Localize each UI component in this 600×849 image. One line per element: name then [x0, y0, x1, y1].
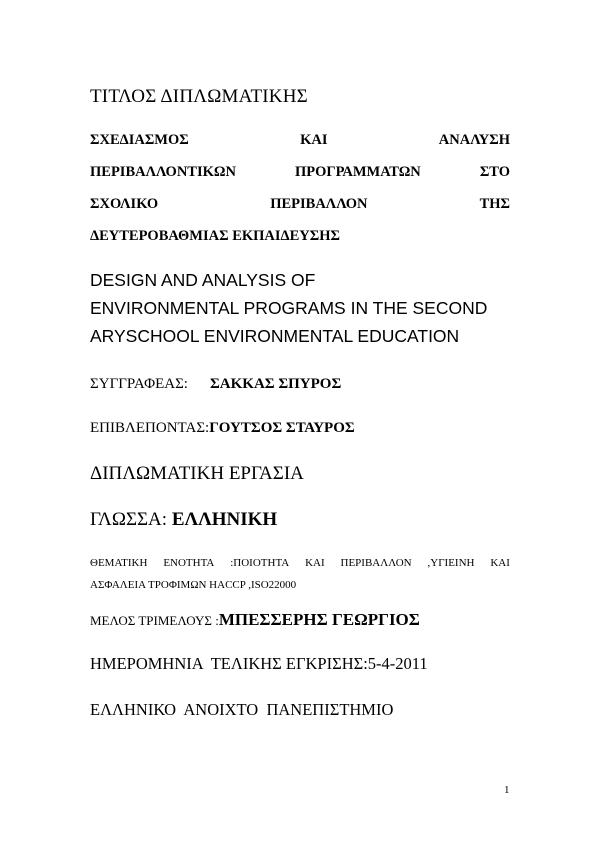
thematic-word: ΚΑΙ	[305, 557, 325, 569]
language-value: ΕΛΛΗΝΙΚΗ	[171, 509, 278, 530]
page-number: 1	[504, 784, 510, 796]
thematic-word: :ΠΟΙΟΤΗΤΑ	[230, 557, 290, 569]
thematic-unit-line-2: ΑΣΦΑΛΕΙΑ ΤΡΟΦΙΜΩΝ HACCP ,ISO22000	[90, 579, 297, 591]
language-label: ΓΛΩΣΣΑ:	[90, 509, 168, 530]
thematic-word: ΚΑΙ	[490, 557, 510, 569]
thematic-unit-line-1	[90, 552, 510, 574]
greek-title-line-3	[90, 196, 510, 228]
greek-title-word: ΣΤΟ	[479, 164, 510, 180]
greek-title-line-1	[90, 132, 510, 164]
english-title-line-2: ENVIRONMENTAL PROGRAMS IN THE SECOND	[90, 298, 488, 318]
greek-thesis-title	[90, 132, 510, 260]
greek-title-word: ΠΡΟΓΡΑΜΜΑΤΩΝ	[295, 164, 421, 180]
committee-member-row	[90, 610, 510, 630]
english-thesis-title	[90, 266, 510, 350]
english-title-line-3: ARYSCHOOL ENVIRONMENTAL EDUCATION	[90, 326, 460, 346]
language-row	[90, 509, 510, 531]
greek-title-line-2	[90, 164, 510, 196]
author-name: ΣΑΚΚΑΣ ΣΠΥΡΟΣ	[209, 376, 342, 392]
thematic-word: ,ΥΓΙΕΙΝΗ	[427, 557, 475, 569]
thematic-word: ΕΝΟΤΗΤΑ	[163, 557, 215, 569]
supervisor-label: ΕΠΙΒΛΕΠΟΝΤΑΣ:	[90, 420, 210, 436]
committee-label: ΜΕΛΟΣ ΤΡΙΜΕΛΟΥΣ :	[90, 613, 219, 628]
supervisor-name: ΓΟΥΤΣΟΣ ΣΤΑΥΡΟΣ	[209, 420, 355, 436]
greek-title-word: ΠΕΡΙΒΑΛΛΟΝ	[270, 196, 368, 212]
supervisor-row	[90, 420, 510, 437]
greek-title-word: ΤΗΣ	[479, 196, 510, 212]
thematic-word: ΘΕΜΑΤΙΚΗ	[90, 557, 148, 569]
greek-title-line-4: ΔΕΥΤΕΡΟΒΑΘΜΙΑΣ ΕΚΠΑΙΔΕΥΣΗΣ	[90, 228, 341, 244]
english-title-line-1: DESIGN AND ANALYSIS OF	[90, 270, 316, 290]
greek-title-word: ΑΝΑΛΥΣΗ	[438, 132, 510, 148]
university-name: ΕΛΛΗΝΙΚΟ ΑΝΟΙΧΤΟ ΠΑΝΕΠΙΣΤΗΜΙΟ	[90, 700, 394, 719]
greek-title-word: ΠΕΡΙΒΑΛΛΟΝΤΙΚΩΝ	[90, 164, 236, 180]
thesis-type: ΔΙΠΛΩΜΑΤΙΚΗ ΕΡΓΑΣΙΑ	[90, 463, 304, 484]
author-row	[90, 376, 510, 393]
thematic-word: ΠΕΡΙΒΑΛΛΟΝ	[340, 557, 412, 569]
thesis-title-heading: ΤΙΤΛΟΣ ΔΙΠΛΩΜΑΤΙΚΗΣ	[90, 86, 308, 107]
approval-date: ΗΜΕΡΟΜΗΝΙΑ ΤΕΛΙΚΗΣ ΕΓΚΡΙΣΗΣ:5-4-2011	[90, 654, 428, 673]
greek-title-word: ΣΧΕΔΙΑΣΜΟΣ	[90, 132, 189, 148]
author-label: ΣΥΓΓΡΑΦΕΑΣ:	[90, 376, 188, 392]
greek-title-word: ΣΧΟΛΙΚΟ	[90, 196, 159, 212]
committee-member-name: ΜΠΕΣΣΕΡΗΣ ΓΕΩΡΓΙΟΣ	[218, 610, 420, 629]
greek-title-word: ΚΑΙ	[300, 132, 328, 148]
thematic-unit	[90, 552, 510, 596]
